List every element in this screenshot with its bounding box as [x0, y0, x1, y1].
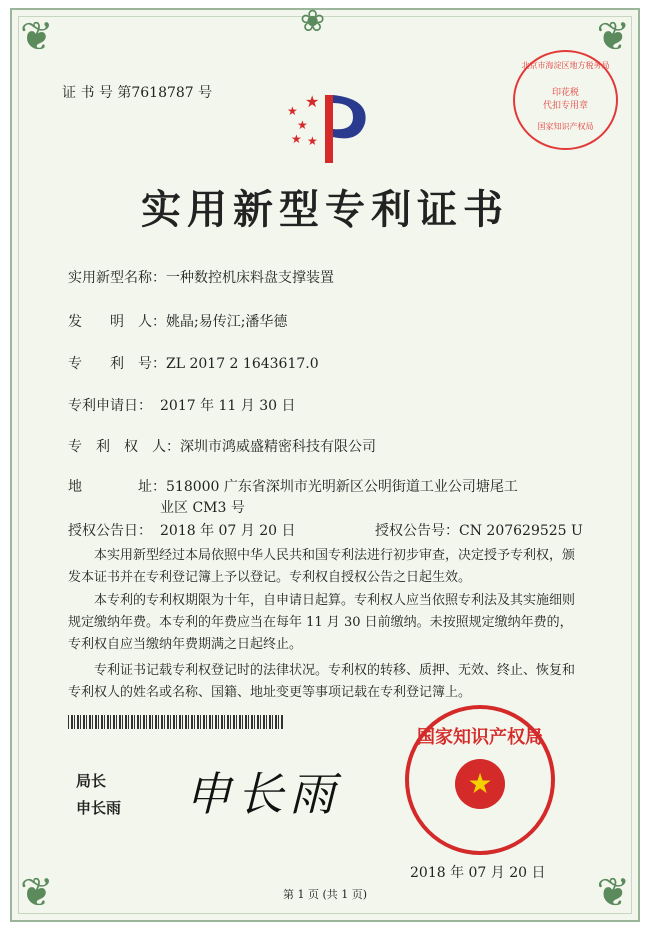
cnipa-logo-icon [285, 85, 375, 165]
field-address-line2: 业区 CM3 号 [160, 500, 245, 516]
corner-ornament-icon: ❦ [596, 870, 630, 916]
tax-stamp: 北京市海淀区地方税务局 印花税 代扣专用章 国家知识产权局 [513, 50, 618, 150]
top-ornament-icon: ❀ [300, 4, 326, 39]
corner-ornament-icon: ❦ [20, 14, 54, 60]
field-patentee: 专 利 权 人：深圳市鸿威盛精密科技有限公司 [68, 439, 376, 455]
svg-text:★: ★ [287, 104, 298, 118]
signer-title: 局长 [76, 772, 107, 790]
barcode [68, 715, 283, 729]
seal-date: 2018 年 07 月 20 日 [410, 865, 546, 881]
signer-name: 申长雨 [76, 799, 122, 817]
corner-ornament-icon: ❦ [596, 14, 630, 60]
corner-ornament-icon: ❦ [20, 870, 54, 916]
field-utility-name: 实用新型名称：一种数控机床料盘支撑装置 [68, 270, 334, 286]
field-address: 地 址：518000 广东省深圳市光明新区公明街道工业公司塘尾工 [68, 479, 518, 495]
svg-text:★: ★ [307, 134, 318, 148]
field-filing-date: 专利申请日： 2017 年 11 月 30 日 [68, 398, 296, 414]
national-emblem-icon: ★ [455, 759, 505, 809]
paragraph-grant: 本实用新型经过本局依照中华人民共和国专利法进行初步审查，决定授予专利权，颁发本证书并在专利登记簿上予以登记。专利权自授权公告之日起生效。 [68, 548, 576, 585]
svg-text:★: ★ [291, 132, 302, 146]
field-patent-number: 专 利 号：ZL 2017 2 1643617.0 [68, 356, 319, 372]
signature: 申长雨 [185, 767, 341, 821]
page-indicator: 第 1 页 (共 1 页) [282, 888, 368, 901]
svg-text:★: ★ [297, 118, 308, 132]
paragraph-legal-status: 专利证书记载专利权登记时的法律状况。专利权的转移、质押、无效、终止、恢复和专利权人的姓名或名称、国籍、地址变更等事项记载在专利登记簿上。 [68, 663, 576, 700]
field-grant-date: 授权公告日： 2018 年 07 月 20 日 [68, 523, 296, 539]
paragraph-term: 本专利的专利权期限为十年，自申请日起算。专利权人应当依照专利法及其实施细则规定缴纳年费。本专利的年费应当在每年 11 月 30 日前缴纳。未按照规定缴纳年费的，专利权自应当缴纳年费期满之日起终止。 [68, 593, 576, 652]
official-seal: 国家知识产权局 ★ [405, 705, 555, 855]
field-inventors: 发 明 人：姚晶;易传江;潘华德 [68, 314, 288, 330]
certificate-number: 证 书 号 第7618787 号 [62, 85, 213, 101]
certificate-title: 实用新型专利证书 [141, 186, 509, 233]
field-grant-pub-number: 授权公告号：CN 207629525 U [375, 523, 583, 539]
svg-text:★: ★ [305, 92, 320, 111]
